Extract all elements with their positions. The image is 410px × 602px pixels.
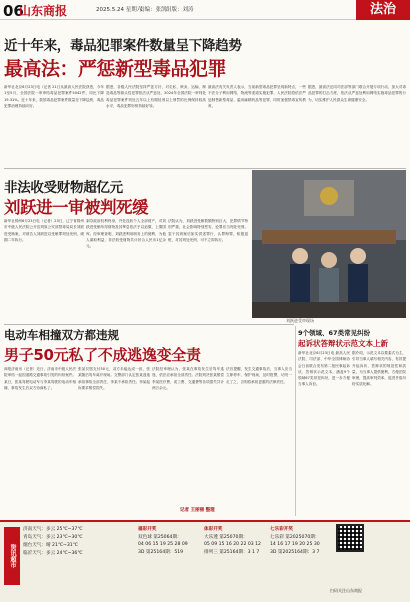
- lottery-line: 大乐透 第25070期：: [204, 534, 248, 540]
- issue-date: 2025.5.24 星期六: [96, 7, 143, 13]
- lottery-line: 14 16 17 19 20 25 30: [270, 542, 320, 547]
- story3-headline: 男子50元私了不成逃逸变全责: [4, 346, 201, 364]
- lottery-line: 05 09 15 16 20 22 03 12: [204, 542, 261, 547]
- story1-column: 据悉，各级人民法院坚持严惩方针，对走私、贩卖、运输、制造毒品等源头性犯罪依法从严惩处，2024年全国法院一审判处毒品犯罪案件判处五年以上有期徒刑以上刑罚的比例保持较高水平，毒品犯罪形势持续好转。: [106, 85, 206, 108]
- lottery-title: 七乐彩开奖: [270, 527, 293, 532]
- story1-headline: 最高法：严惩新型毒品犯罪: [4, 58, 227, 80]
- story1-column: 据悉，最高法还同司法部等部门联合开展专项行动，加大对毒品犯罪的打击力度，依法从严惩处利用网络实施毒品犯罪的行为，切实维护人民群众生命健康安全。: [308, 85, 406, 102]
- weather-item: 青岛天气：多云 23℃~30℃: [23, 535, 83, 540]
- story1-column: 新华社北京6月23日电（记者 21日从最高人民法院获悉，今年1至5月，全国法院一审审结毒品犯罪案件5042件，同比下降19.31%。近十年来，我国毒品犯罪案件数量呈下降趋势，毒品犯罪治理持续向好。: [4, 85, 104, 108]
- lottery-line: 04 06 15 19 25 28 09: [138, 542, 188, 547]
- lottery-line: 3D 第25164期：519: [138, 549, 184, 555]
- story2-column: 法院认为，刘跃进受贿数额特别巨大，犯罪情节特别严重，社会影响特别恶劣，论罪应当判处死刑。鉴于其到案后如实供述罪行，认罪悔罪，积极退赃，对其判处死刑，可不立即执行。: [168, 219, 248, 242]
- weather-item: 临沂天气：多云 24℃~36℃: [23, 551, 83, 556]
- section-label: 法治: [356, 0, 410, 20]
- lottery-line: 七乐彩 第2025070期：: [270, 534, 320, 540]
- story3-kicker: 电动车相撞双方都违规: [4, 328, 119, 342]
- story2-kicker: 非法收受财物超亿元: [4, 180, 123, 196]
- weather-item: 济南天气：多云 25℃~37℃: [23, 527, 83, 532]
- story4-column: 新华社北京6月23日电 最高人民法院、司法部、中华全国律师协会日前联合发布第二批民事起诉状、答辩状示范文本，涵盖9个领域67类常见纠纷，进一步方便当事人诉讼。: [298, 351, 350, 387]
- story3-column: 法院经审理认为，张某在事故发生后驾车逃逸，依法应承担全部责任。法院判决张某赔偿李某医疗费、误工费、交通费等各项损失共计两万余元。: [152, 367, 224, 390]
- courtroom-illustration: [252, 170, 406, 318]
- lottery-sports: [204, 526, 266, 556]
- story3-column: 法官提醒，发生交通事故后，当事人应当立即停车、保护现场、及时报警，切勿一走了之，否则将承担更重的法律责任。: [226, 367, 292, 384]
- divider: [4, 168, 406, 169]
- story2-headline: 刘跃进一审被判死缓: [4, 198, 148, 217]
- story4-headline: 起诉状答辩状示范文本上新: [298, 339, 388, 348]
- lottery-seven: [270, 526, 332, 556]
- byline: 记者 王丽丽 整理: [180, 508, 215, 513]
- story1-column: 最高法有关负责人表示，当前新型毒品犯罪呈现新特点，一些不法分子利用网络、物流等渠道实施犯罪，人民法院将依法严惩制售新型毒品、滥用麻精药品等犯罪，同时加强禁毒宣传教育。: [208, 85, 306, 108]
- column-divider: [295, 326, 296, 516]
- divider: [4, 324, 294, 325]
- lottery-line: 3D 第2025164期：3 7: [270, 549, 320, 555]
- photo-caption: 刘跃进受审现场: [286, 318, 314, 323]
- story4-kicker: 9个领域、67类常见纠纷: [298, 329, 371, 337]
- weather-list: [23, 526, 133, 558]
- lottery-title: 体彩开奖: [204, 527, 223, 532]
- lottery-welfare: [138, 526, 200, 556]
- story3-column: 商报济南讯（记者）近日，济南市中级人民法院审结一起因道路交通事故引发的纠纷案件。某日，张某驾驶电动车与李某驾驶的电动车相撞，事故发生后双方协商私了。: [4, 367, 76, 390]
- story1-kicker: 近十年来，毒品犯罪案件数量呈下降趋势: [4, 38, 242, 54]
- editor: 责编：张凯: [139, 7, 167, 13]
- lottery-line: 排列三 第25164期：3 1 7: [204, 549, 260, 555]
- page-number: 06: [3, 2, 24, 20]
- paper-name: 山东商报: [19, 4, 68, 18]
- info-strip-tag: 资讯超市: [4, 527, 20, 585]
- courtroom-photo: [252, 170, 406, 318]
- lottery-line: 双色球 第25064期：: [138, 534, 182, 540]
- masthead: [0, 0, 410, 20]
- story3-column: 张某仅愿支付50元，双方未能达成一致，张某随后驾车离开现场。交警部门认定张某逃逸承担事故全部责任，李某不承担责任。李某起诉要求赔偿损失。: [78, 367, 150, 390]
- story4-column: 据介绍，示范文本以要素式为主，引导当事人填写相关内容，有效提升起诉状、答辩状的规范性和质量，为当事人提供便利，方便法院审理，提高审判效率，促进矛盾纠纷实质化解。: [352, 351, 406, 387]
- story2-column: 剥夺政治权利终身，并处没收个人全部财产，对刘跃进受贿所得财物及其孳息依法予以追缴，上缴国库。经审理查明，刘跃进利用职务上的便利，为他人谋取利益，非法收受财物共计折合人民币1亿余元。: [86, 219, 166, 249]
- qr-caption: 扫码关注山东商报: [330, 588, 362, 593]
- lottery-title: 福彩开奖: [138, 527, 157, 532]
- designer: 组版：刘涛: [166, 7, 194, 13]
- weather-item: 烟台天气：晴 21℃~31℃: [23, 543, 78, 548]
- qr-code-icon[interactable]: [336, 524, 364, 552]
- story2-column: 新华社锦州6月23日电（记者）23日，辽宁省锦州市中级人民法院公开宣判原公安部禁毒局局长刘跃进受贿案，对被告人刘跃进以受贿罪判处死刑，缓期二年执行。: [4, 219, 84, 242]
